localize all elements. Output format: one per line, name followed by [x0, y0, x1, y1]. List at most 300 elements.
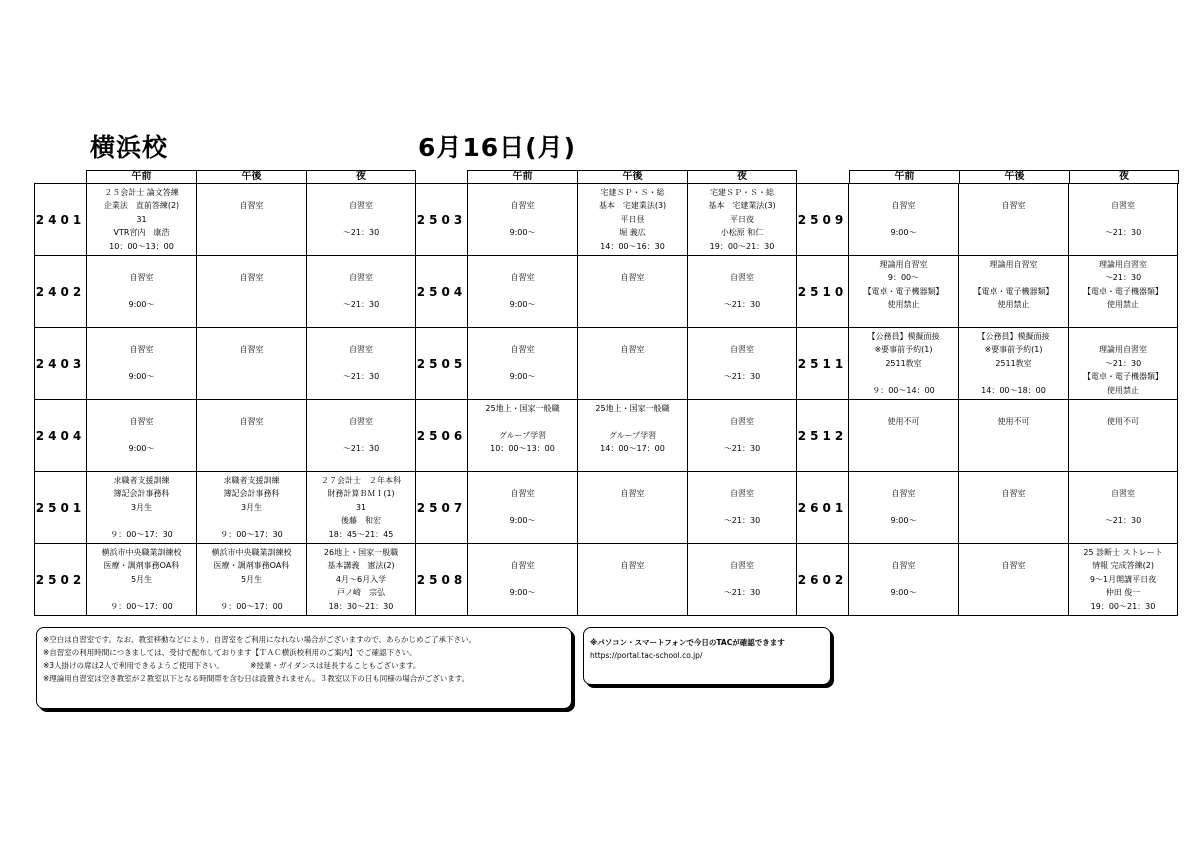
slot-line: [849, 600, 958, 613]
slot-line: [197, 586, 306, 599]
slot-line: [849, 213, 958, 226]
slot-line: 9：00～: [887, 273, 920, 283]
room-number: 2504: [416, 256, 468, 328]
slot-line: 後藤 和宏: [341, 516, 381, 526]
slot-pm: [197, 328, 307, 400]
slot-line: [849, 546, 958, 559]
slot-line: 自習室: [730, 489, 754, 499]
slot-pm: [959, 400, 1069, 472]
slot-line: 簿記会計事務科: [223, 489, 280, 499]
slot-line: [468, 330, 577, 343]
slot-line: [578, 586, 687, 599]
slot-line: ９：00～17：00: [220, 601, 283, 611]
slot-line: 自習室: [349, 417, 373, 427]
slot-line: 自習室: [129, 345, 154, 355]
slot-line: [959, 429, 1068, 442]
room-number: 2403: [35, 328, 87, 400]
note-line: ※理論用自習室は空き教室が２教室以下となる時間帯を含む日は設置されません。３教室以下の日も同様の場合がございます。: [43, 674, 470, 683]
slot-line: [688, 402, 796, 415]
slot-line: 自習室: [349, 201, 373, 211]
slot-ev: [307, 472, 416, 544]
slot-line: [87, 429, 196, 442]
slot-line: 自習室: [349, 273, 373, 283]
slot-line: [197, 370, 306, 383]
slot-line: ～21：30: [1104, 228, 1142, 238]
slot-line: [959, 546, 1068, 559]
slot-line: 自習室: [620, 489, 645, 499]
slot-line: [87, 402, 196, 415]
slot-line: [468, 285, 577, 298]
portal-link[interactable]: https://portal.tac-school.co.jp/: [590, 651, 703, 660]
slot-line: 企業法 直前答練(2): [103, 201, 180, 211]
slot-line: [959, 226, 1068, 239]
slot-ev: [688, 256, 797, 328]
slot-line: 使用不可: [1107, 417, 1139, 427]
slot-line: 堀 義広: [619, 228, 646, 238]
slot-line: [197, 186, 306, 199]
slot-line: 使用禁止: [887, 300, 920, 310]
room-number: 2501: [35, 472, 87, 544]
slot-line: 宅建ＳＰ・Ｓ・総: [710, 188, 774, 197]
room-number: 2509: [797, 184, 849, 256]
slot-line: ２５会計士 論文答練: [104, 188, 179, 197]
room-row: [797, 544, 1178, 616]
slot-line: 基本 宅建業法(3): [708, 201, 776, 211]
slot-line: 宅建ＳＰ・Ｓ・総: [600, 188, 665, 197]
slot-line: 自習室: [620, 561, 645, 571]
room-row: [416, 544, 797, 616]
slot-line: 【公務員】模擬面接: [867, 332, 940, 341]
note-line: ※空白は自習室です。なお、教室移動などにより、自習室をご利用になれない場合がございますので、あらかじめご了承下さい。: [43, 635, 477, 644]
slot-line: [578, 370, 687, 383]
slot-line: [87, 258, 196, 271]
slot-line: [959, 186, 1068, 199]
slot-line: [307, 357, 415, 370]
slot-line: [688, 357, 796, 370]
slot-line: [578, 456, 687, 469]
slot-line: [307, 285, 415, 298]
room-row: [797, 328, 1178, 400]
slot-line: [197, 330, 306, 343]
slot-line: 【電卓・電子機器類】: [973, 286, 1054, 296]
slot-line: [1069, 474, 1177, 487]
slot-line: [1069, 240, 1177, 253]
slot-line: [307, 213, 415, 226]
room-row: [35, 256, 416, 328]
slot-line: 3月生: [240, 502, 263, 512]
slot-line: ～21：30: [723, 588, 761, 598]
web-info-box: [583, 627, 831, 685]
slot-line: [468, 573, 577, 586]
slot-line: ～21：30: [342, 444, 380, 454]
slot-line: [1069, 501, 1177, 514]
slot-line: 9:00～: [509, 300, 536, 310]
slot-line: [468, 357, 577, 370]
slot-line: [959, 370, 1068, 383]
room-row: [416, 328, 797, 400]
room-number: 2505: [416, 328, 468, 400]
slot-line: グループ学習: [608, 430, 657, 440]
slot-line: [307, 456, 415, 469]
slot-line: 戸ノ崎 宗弘: [337, 588, 385, 598]
slot-line: 自習室: [510, 273, 535, 283]
slot-line: [849, 370, 958, 383]
slot-ev: [1069, 544, 1178, 616]
slot-line: 理論用自習室: [879, 260, 928, 269]
slot-line: [578, 474, 687, 487]
slot-line: 自習室: [1001, 489, 1026, 499]
slot-line: 18：30～21：30: [328, 601, 394, 611]
slot-line: [1069, 402, 1177, 415]
room-number: 2601: [797, 472, 849, 544]
room-number: 2510: [797, 256, 849, 328]
slot-line: [87, 312, 196, 325]
slot-line: 10：00～13：00: [490, 444, 555, 454]
slot-line: ※要事前予約(1): [984, 345, 1043, 355]
slot-line: 【電卓・電子機器類】: [1083, 286, 1163, 296]
slot-pm: [959, 184, 1069, 256]
slot-line: 簿記会計事務科: [113, 489, 170, 499]
slot-line: 14：00～17：00: [600, 444, 665, 454]
slot-line: [688, 330, 796, 343]
slot-line: [959, 442, 1068, 455]
slot-line: [307, 384, 415, 397]
slot-line: [87, 456, 196, 469]
slot-line: [688, 474, 796, 487]
slot-line: 平日夜: [730, 214, 754, 224]
slot-line: 25地上・国家一般職: [485, 404, 560, 413]
slot-am: [849, 472, 959, 544]
slot-am: [468, 544, 578, 616]
slot-line: 9:00～: [509, 372, 536, 382]
slot-line: [307, 258, 415, 271]
slot-line: [468, 312, 577, 325]
slot-line: [959, 474, 1068, 487]
slot-line: [197, 456, 306, 469]
room-number: 2402: [35, 256, 87, 328]
slot-line: 医療・調剤事務OA科: [213, 561, 290, 571]
slot-pm: [197, 400, 307, 472]
slot-line: [468, 600, 577, 613]
slot-line: [578, 600, 687, 613]
slot-line: 【公務員】模擬面接: [977, 332, 1050, 341]
slot-line: 9～1月開講平日夜: [1089, 574, 1157, 584]
notes-box: [36, 627, 572, 709]
slot-line: 自習室: [730, 417, 754, 427]
slot-line: [197, 429, 306, 442]
slot-line: ９：00～17：00: [110, 601, 173, 611]
slot-line: 使用禁止: [997, 300, 1030, 310]
slot-line: [578, 258, 687, 271]
slot-line: 自習室: [1111, 489, 1135, 499]
slot-line: ～21：30: [1104, 516, 1142, 526]
slot-line: 自習室: [239, 201, 264, 211]
slot-am: [87, 256, 197, 328]
slot-line: VTR宮内 康浩: [113, 228, 170, 238]
slot-line: [1069, 456, 1177, 469]
slot-line: 自習室: [510, 201, 535, 211]
slot-line: 自習室: [730, 561, 754, 571]
slot-am: [87, 400, 197, 472]
slot-line: [197, 402, 306, 415]
slot-line: 9:00～: [509, 516, 536, 526]
slot-line: [197, 213, 306, 226]
slot-line: 自習室: [620, 345, 645, 355]
slot-am: [468, 400, 578, 472]
slot-line: [688, 546, 796, 559]
slot-pm: [959, 544, 1069, 616]
slot-line: 自習室: [239, 417, 264, 427]
room-row: [797, 472, 1178, 544]
slot-line: 自習室: [129, 417, 154, 427]
note-line: ※3人掛けの席は2人で利用できるようご使用下さい。 ※授業・ガイダンスは延長することもございます。: [43, 661, 421, 670]
slot-line: [849, 501, 958, 514]
slot-line: [849, 240, 958, 253]
slot-line: [197, 258, 306, 271]
slot-line: ９：00～17：30: [220, 529, 283, 539]
slot-line: 9:00～: [128, 372, 155, 382]
slot-line: 自習室: [1001, 561, 1026, 571]
slot-line: ９：00～14：00: [872, 385, 935, 395]
period-header-col3: [849, 170, 1179, 184]
slot-line: [578, 501, 687, 514]
slot-line: 5月生: [240, 574, 263, 584]
slot-line: ９：00～17：30: [110, 529, 173, 539]
slot-line: 9:00～: [509, 228, 536, 238]
slot-line: 自習室: [1111, 201, 1135, 211]
slot-line: [959, 600, 1068, 613]
slot-line: 自習室: [239, 345, 264, 355]
slot-line: [468, 528, 577, 541]
slot-line: 求職者支援訓練: [113, 476, 170, 485]
slot-line: 基本講義 憲法(2): [327, 561, 395, 571]
slot-line: [688, 285, 796, 298]
slot-line: [849, 442, 958, 455]
slot-line: [197, 384, 306, 397]
room-number: 2602: [797, 544, 849, 616]
slot-line: [468, 186, 577, 199]
slot-ev: [688, 400, 797, 472]
slot-line: [688, 429, 796, 442]
slot-line: [849, 186, 958, 199]
slot-line: [1069, 312, 1177, 325]
slot-pm: [197, 184, 307, 256]
slot-am: [87, 328, 197, 400]
slot-line: [849, 456, 958, 469]
school-name: 横浜校: [90, 133, 169, 162]
slot-am: [468, 184, 578, 256]
room-number: 2511: [797, 328, 849, 400]
slot-line: [468, 258, 577, 271]
slot-ev: [688, 544, 797, 616]
slot-line: [688, 312, 796, 325]
slot-line: 理論用自習室: [989, 260, 1038, 269]
period-ev: 夜: [1119, 171, 1129, 182]
slot-line: [307, 240, 415, 253]
slot-pm: [578, 256, 688, 328]
slot-line: [197, 312, 306, 325]
slot-line: [197, 514, 306, 527]
room-number: 2502: [35, 544, 87, 616]
slot-ev: [1069, 400, 1178, 472]
slot-line: [87, 330, 196, 343]
room-number: 2401: [35, 184, 87, 256]
slot-line: [468, 240, 577, 253]
slot-line: [197, 298, 306, 311]
slot-ev: [688, 184, 797, 256]
slot-ev: [688, 472, 797, 544]
slot-line: [1069, 442, 1177, 455]
slot-ev: [307, 328, 416, 400]
slot-line: 9:00～: [890, 228, 917, 238]
room-grid-col3: [796, 183, 1178, 616]
slot-line: [87, 586, 196, 599]
slot-line: [959, 528, 1068, 541]
slot-ev: [1069, 328, 1178, 400]
room-row: [416, 256, 797, 328]
slot-line: 【電卓・電子機器類】: [1083, 372, 1163, 382]
slot-line: 自習室: [510, 345, 535, 355]
note-line: ※自習室の利用時間につきましては、受付で配布しております【ＴＡＣ横浜校利用のご案内】でご確認下さい。: [43, 648, 417, 657]
room-row: [416, 472, 797, 544]
period-header-col1: [86, 170, 416, 184]
slot-line: [87, 514, 196, 527]
slot-line: 仲田 俊一: [1105, 588, 1141, 598]
slot-line: [578, 415, 687, 428]
slot-am: [849, 328, 959, 400]
slot-line: [959, 586, 1068, 599]
slot-line: 9:00～: [128, 444, 155, 454]
slot-pm: [197, 256, 307, 328]
period-ev: 夜: [737, 171, 747, 182]
slot-line: ～21：30: [723, 516, 761, 526]
slot-line: ～21：30: [1104, 273, 1142, 283]
slot-line: [578, 312, 687, 325]
slot-line: 9:00～: [890, 516, 917, 526]
slot-line: 平日昼: [620, 214, 645, 224]
slot-ev: [1069, 256, 1178, 328]
slot-line: 自習室: [1001, 201, 1026, 211]
slot-line: 財務計算ＢＭＩ(1): [327, 489, 395, 499]
slot-line: 26地上・国家一般職: [323, 548, 399, 557]
slot-line: 5月生: [130, 574, 153, 584]
slot-line: 18：45～21：45: [328, 529, 394, 539]
slot-line: 自習室: [891, 489, 916, 499]
slot-line: [578, 285, 687, 298]
slot-ev: [307, 400, 416, 472]
slot-line: ※要事前予約(1): [874, 345, 933, 355]
slot-am: [468, 328, 578, 400]
slot-line: ～21：30: [342, 228, 380, 238]
slot-line: [468, 501, 577, 514]
slot-line: 自習室: [349, 345, 373, 355]
slot-ev: [688, 328, 797, 400]
slot-line: 4月～6月入学: [335, 574, 387, 584]
slot-line: 小松原 和仁: [720, 228, 764, 238]
slot-line: 自習室: [730, 345, 754, 355]
slot-pm: [959, 328, 1069, 400]
slot-ev: [1069, 184, 1178, 256]
slot-line: [959, 514, 1068, 527]
slot-line: [468, 384, 577, 397]
slot-line: 自習室: [730, 273, 754, 283]
room-number: 2512: [797, 400, 849, 472]
slot-line: [1069, 186, 1177, 199]
slot-line: [688, 573, 796, 586]
slot-pm: [197, 544, 307, 616]
slot-pm: [197, 472, 307, 544]
slot-line: ～21：30: [723, 372, 761, 382]
slot-line: 理論用自習室: [1099, 345, 1147, 355]
slot-line: 9:00～: [509, 588, 536, 598]
slot-line: [307, 330, 415, 343]
slot-line: [307, 186, 415, 199]
room-row: [797, 256, 1178, 328]
slot-line: 使用禁止: [1107, 300, 1139, 310]
slot-line: [87, 384, 196, 397]
slot-pm: [959, 256, 1069, 328]
slot-line: ～21：30: [723, 444, 761, 454]
slot-line: ～21：30: [342, 300, 380, 310]
slot-line: 横浜市中央職業訓練校: [211, 548, 292, 557]
slot-line: [197, 285, 306, 298]
slot-line: [87, 285, 196, 298]
slot-line: 自習室: [510, 561, 535, 571]
slot-line: [959, 312, 1068, 325]
slot-line: 25 診断士 ストレート: [1083, 548, 1163, 557]
slot-line: [849, 474, 958, 487]
slot-line: [688, 501, 796, 514]
slot-line: [959, 240, 1068, 253]
slot-line: [959, 271, 1068, 284]
slot-line: [578, 384, 687, 397]
slot-line: 自習室: [510, 489, 535, 499]
period-am: 午前: [468, 171, 578, 183]
slot-line: 2511教室: [885, 358, 922, 368]
slot-line: [578, 528, 687, 541]
slot-line: [959, 456, 1068, 469]
slot-ev: [307, 184, 416, 256]
slot-line: [849, 573, 958, 586]
slot-line: 自習室: [129, 273, 154, 283]
slot-line: [468, 546, 577, 559]
slot-am: [468, 472, 578, 544]
slot-line: 自習室: [891, 561, 916, 571]
slot-line: [688, 384, 796, 397]
period-am: 午前: [87, 171, 197, 183]
slot-line: [307, 312, 415, 325]
slot-line: 10：00～13：00: [109, 241, 174, 251]
room-row: [35, 472, 416, 544]
slot-pm: [578, 400, 688, 472]
room-number: 2503: [416, 184, 468, 256]
slot-am: [849, 544, 959, 616]
slot-line: [468, 415, 577, 428]
room-number: 2508: [416, 544, 468, 616]
slot-line: [1069, 528, 1177, 541]
slot-ev: [307, 256, 416, 328]
slot-line: 25地上・国家一般職: [595, 404, 670, 413]
slot-line: [468, 456, 577, 469]
slot-line: [849, 429, 958, 442]
slot-pm: [578, 184, 688, 256]
period-pm: 午後: [960, 171, 1070, 183]
slot-line: [959, 402, 1068, 415]
slot-line: [578, 546, 687, 559]
slot-line: [578, 330, 687, 343]
slot-line: [578, 298, 687, 311]
room-number: 2507: [416, 472, 468, 544]
